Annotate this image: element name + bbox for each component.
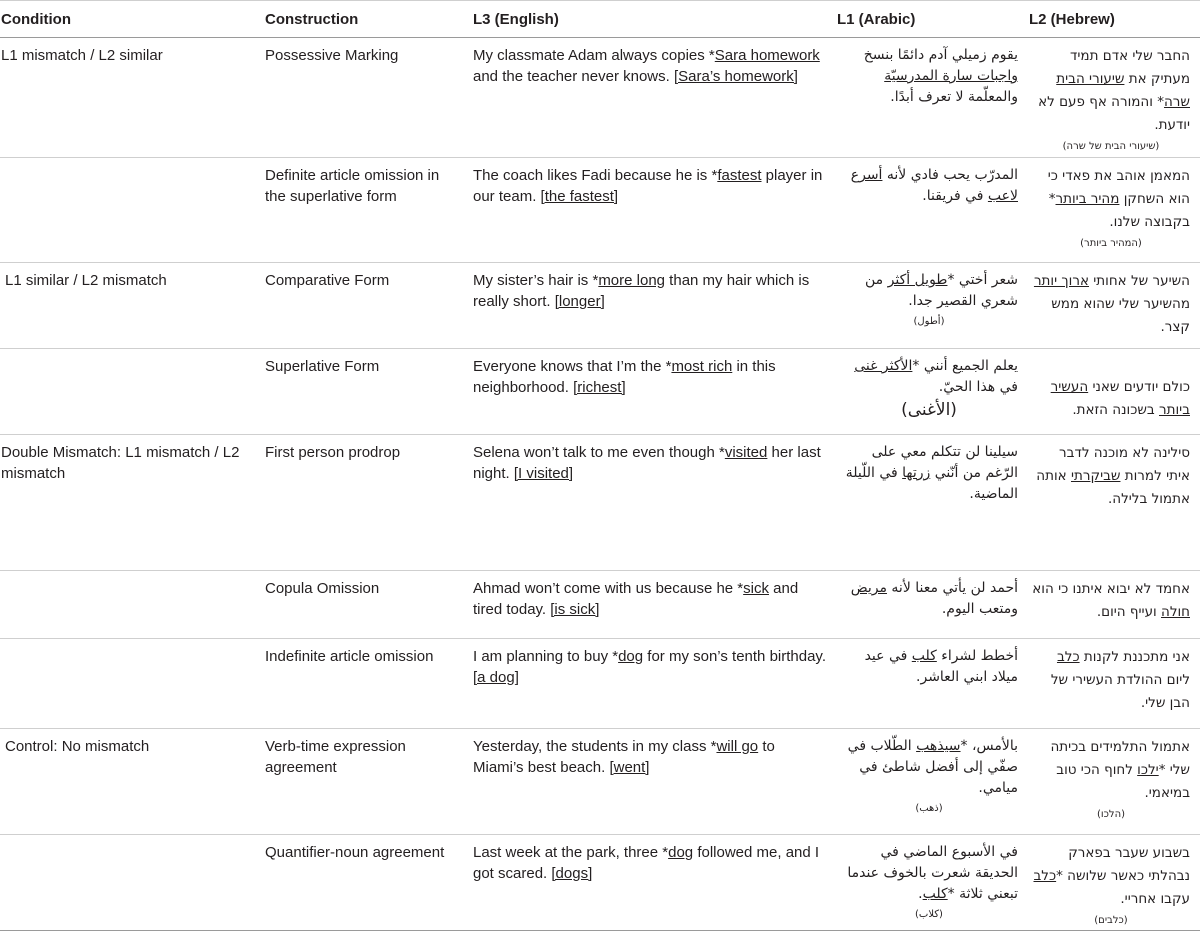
l2-text: ועייף היום. xyxy=(1096,604,1161,620)
header-row xyxy=(0,1,1200,38)
l3-text: her last night. xyxy=(473,444,821,482)
l1-cell xyxy=(836,639,1028,729)
l3-text: Selena won’t talk to me even though * xyxy=(473,444,725,461)
l2-error: כלב xyxy=(1056,649,1080,665)
table-row xyxy=(0,639,1200,729)
condition-cell xyxy=(0,158,264,263)
l3-text: followed me, and I got scared. xyxy=(473,844,820,882)
l3-correction: [is sick] xyxy=(550,601,600,618)
l2-cell xyxy=(1028,435,1200,571)
l1-error: سيذهب xyxy=(916,738,961,754)
l1-text: المدرّب يحب فادي لأنه xyxy=(882,167,1018,183)
l1-error: طويل أكثر xyxy=(887,272,948,288)
l3-error: will go xyxy=(716,738,759,755)
condition-cell: L1 mismatch / L2 similar xyxy=(0,38,264,158)
l3-correction: [a dog] xyxy=(473,669,519,686)
l1-text: سيلينا لن تتكلم معي على الرّغم من أنّني xyxy=(871,444,1018,481)
l2-cell xyxy=(1028,263,1200,349)
l1-cell xyxy=(836,835,1028,931)
l1-text: في عيد ميلاد ابني العاشر. xyxy=(864,648,1018,685)
l3-text: player in our team. xyxy=(473,167,823,205)
l1-text: ومتعب اليوم. xyxy=(941,601,1018,617)
l2-text: * בקבוצה שלנו. xyxy=(1048,191,1190,230)
condition-cell xyxy=(0,349,264,435)
condition-cell xyxy=(0,835,264,931)
construction-cell: Copula Omission xyxy=(264,571,472,639)
l1-cell xyxy=(836,571,1028,639)
l1-cell xyxy=(836,435,1028,571)
l3-cell xyxy=(472,729,836,835)
l2-error: ארוך יותר xyxy=(1033,273,1089,289)
l2-text: לחוף הכי טוב במיאמי. xyxy=(1056,762,1190,801)
l1-text: الطّلاب في صفّي إلى أفضل شاطئ في ميامي. xyxy=(847,738,1018,796)
l1-note: (كلاب) xyxy=(915,909,943,920)
l3-error: Sara homework xyxy=(714,47,820,64)
table-row xyxy=(0,263,1200,349)
l1-error: كلب xyxy=(911,648,937,664)
l1-error: أسرع لاعب xyxy=(850,167,1018,204)
l1-text: من شعري القصير جدا. xyxy=(865,272,1018,309)
l2-error: שביקרתי xyxy=(1070,468,1121,484)
l3-correction: [I visited] xyxy=(513,465,574,482)
l3-correction: [went] xyxy=(609,759,650,776)
l3-text: Last week at the park, three * xyxy=(473,844,669,861)
l1-text: يعلم الجميع أنني * xyxy=(912,358,1018,374)
l2-text: אותה אתמול בלילה. xyxy=(1036,468,1190,507)
l2-cell xyxy=(1028,38,1200,158)
table-row xyxy=(0,571,1200,639)
l3-error: most rich xyxy=(671,358,733,375)
table-row xyxy=(0,158,1200,263)
l3-error: fastest xyxy=(717,167,762,184)
l2-cell xyxy=(1028,835,1200,931)
l2-text: החבר שלי אדם תמיד מעתיק את xyxy=(1070,48,1190,87)
l1-text: في هذا الحيّ. xyxy=(938,379,1018,395)
l1-note: (الأغنى) xyxy=(901,400,957,420)
condition-cell xyxy=(0,639,264,729)
l1-error: الأكثر غنى xyxy=(854,358,913,374)
l2-note: (המהיר ביותר) xyxy=(1080,238,1142,249)
l1-cell xyxy=(836,729,1028,835)
l1-text: . xyxy=(918,886,923,902)
l2-text: בשכונה הזאת. xyxy=(1072,402,1159,418)
construction-cell: Superlative Form xyxy=(264,349,472,435)
table-row xyxy=(0,38,1200,158)
l3-cell xyxy=(472,639,836,729)
l2-cell xyxy=(1028,729,1200,835)
l1-cell xyxy=(836,158,1028,263)
l2-cell xyxy=(1028,349,1200,435)
l1-error: زرتها xyxy=(902,465,931,481)
table-row xyxy=(0,435,1200,571)
l2-text: אתמול התלמידים בכיתה שלי * xyxy=(1050,739,1190,778)
l2-text: בשבוע שעבר בפארק נבהלתי כאשר שלושה * xyxy=(1056,845,1190,884)
l3-error: visited xyxy=(724,444,768,461)
l1-text: في الأسبوع الماضي في الحديقة شعرت بالخوف عندما تبعني ثلاثة * xyxy=(847,844,1018,902)
l2-cell xyxy=(1028,571,1200,639)
l3-correction: [richest] xyxy=(573,379,626,396)
l3-correction: [longer] xyxy=(554,293,605,310)
l2-text: סילינה לא מוכנה לדבר איתי למרות xyxy=(1059,445,1190,484)
l1-text: شعر أختي * xyxy=(947,272,1018,288)
l1-text: بالأمس، * xyxy=(960,738,1018,754)
header-l2: L2 (Hebrew) xyxy=(1028,1,1200,38)
l3-text: My sister’s hair is * xyxy=(473,272,599,289)
table-row xyxy=(0,729,1200,835)
l3-cell xyxy=(472,349,836,435)
construction-cell: Quantifier-noun agreement xyxy=(264,835,472,931)
l3-text: Yesterday, the students in my class * xyxy=(473,738,717,755)
l2-text: אני מתכננת לקנות xyxy=(1079,649,1190,665)
l3-text: than my hair which is really short. xyxy=(473,272,810,310)
l1-error: واجبات سارة المدرسيّة xyxy=(884,68,1018,84)
l3-cell xyxy=(472,435,836,571)
construction-cell: Indefinite article omission xyxy=(264,639,472,729)
l3-text: The coach likes Fadi because he is * xyxy=(473,167,718,184)
l2-error: מהיר ביותר xyxy=(1055,191,1120,207)
l3-error: dog xyxy=(618,648,644,665)
l3-error: sick xyxy=(743,580,769,597)
l3-error: dog xyxy=(668,844,694,861)
l1-cell xyxy=(836,38,1028,158)
l2-error: שיעורי הבית שרה xyxy=(1056,71,1190,110)
l1-text: والمعلّمة لا تعرف أبدًا. xyxy=(890,89,1018,105)
construction-cell: Possessive Marking xyxy=(264,38,472,158)
l1-text: يقوم زميلي آدم دائمًا بنسخ xyxy=(863,47,1018,63)
l3-text: My classmate Adam always copies * xyxy=(473,47,715,64)
l2-note: (כלבים) xyxy=(1094,915,1128,926)
l2-text: מהשיער שלי שהוא ממש קצר. xyxy=(1051,296,1190,335)
l2-error: כלב xyxy=(1033,868,1057,884)
l1-cell xyxy=(836,263,1028,349)
l1-note: (ذهب) xyxy=(915,803,943,814)
l2-note: (הלכו) xyxy=(1096,809,1126,820)
construction-cell: First person prodrop xyxy=(264,435,472,571)
l3-correction: [dogs] xyxy=(551,865,593,882)
table-row xyxy=(0,835,1200,931)
construction-cell: Comparative Form xyxy=(264,263,472,349)
l2-text: עקבו אחריי. xyxy=(1120,891,1190,907)
l1-note: (أطول) xyxy=(913,316,945,327)
condition-cell: Control: No mismatch xyxy=(0,729,264,835)
table-row xyxy=(0,349,1200,435)
l3-text: in this neighborhood. xyxy=(473,358,776,396)
l2-text: כולם יודעים שאני xyxy=(1088,379,1190,395)
l3-cell xyxy=(472,158,836,263)
l2-error: העשיר ביותר xyxy=(1050,379,1190,418)
header-construction: Construction xyxy=(264,1,472,38)
condition-cell: Double Mismatch: L1 mismatch / L2 mismatch xyxy=(0,435,264,571)
l1-text: في اللّيلة الماضية. xyxy=(845,465,1018,502)
l1-text: أحمد لن يأتي معنا لأنه xyxy=(886,580,1018,596)
l1-text: أخطط لشراء xyxy=(936,648,1018,664)
l3-text: for my son’s tenth birthday. xyxy=(643,648,826,665)
l3-text: and tired today. xyxy=(473,580,799,618)
l2-note: (שיעורי הבית של שרה) xyxy=(1062,141,1160,152)
l3-text: I am planning to buy * xyxy=(473,648,619,665)
l1-error: كلب xyxy=(922,886,948,902)
header-l3: L3 (English) xyxy=(472,1,836,38)
construction-cell: Definite article omission in the superlative form xyxy=(264,158,472,263)
condition-cell xyxy=(0,571,264,639)
l2-error: חולה xyxy=(1161,604,1190,620)
l2-text: ליום ההולדת העשירי של הבן שלי. xyxy=(1050,672,1190,711)
header-condition: Condition xyxy=(0,1,264,38)
l2-text: השיער של אחותי xyxy=(1089,273,1190,289)
l2-cell xyxy=(1028,158,1200,263)
l3-cell xyxy=(472,263,836,349)
l1-error: مريض xyxy=(850,580,887,596)
l3-cell xyxy=(472,571,836,639)
l2-cell xyxy=(1028,639,1200,729)
l3-text: Everyone knows that I’m the * xyxy=(473,358,672,375)
l3-cell xyxy=(472,835,836,931)
l3-cell xyxy=(472,38,836,158)
l1-text: في فريقنا. xyxy=(922,188,988,204)
l2-error: ילכו xyxy=(1137,762,1159,778)
condition-cell: L1 similar / L2 mismatch xyxy=(0,263,264,349)
construction-cell: Verb-time expression agreement xyxy=(264,729,472,835)
l2-text: המאמן אוהב את פאדי כי הוא השחקן xyxy=(1047,168,1190,207)
l3-correction: [Sara’s homework] xyxy=(673,68,798,85)
header-l1: L1 (Arabic) xyxy=(836,1,1028,38)
l2-text: * והמורה אף פעם לא יודעת. xyxy=(1038,94,1190,133)
l2-text: אחמד לא יבוא איתנו כי הוא xyxy=(1032,581,1190,597)
l3-text: Ahmad won’t come with us because he * xyxy=(473,580,744,597)
l3-text: and the teacher never knows. xyxy=(473,68,674,85)
l3-correction: [the fastest] xyxy=(540,188,619,205)
l3-error: more long xyxy=(598,272,666,289)
l1-cell xyxy=(836,349,1028,435)
l3-text: to Miami’s best beach. xyxy=(473,738,775,776)
